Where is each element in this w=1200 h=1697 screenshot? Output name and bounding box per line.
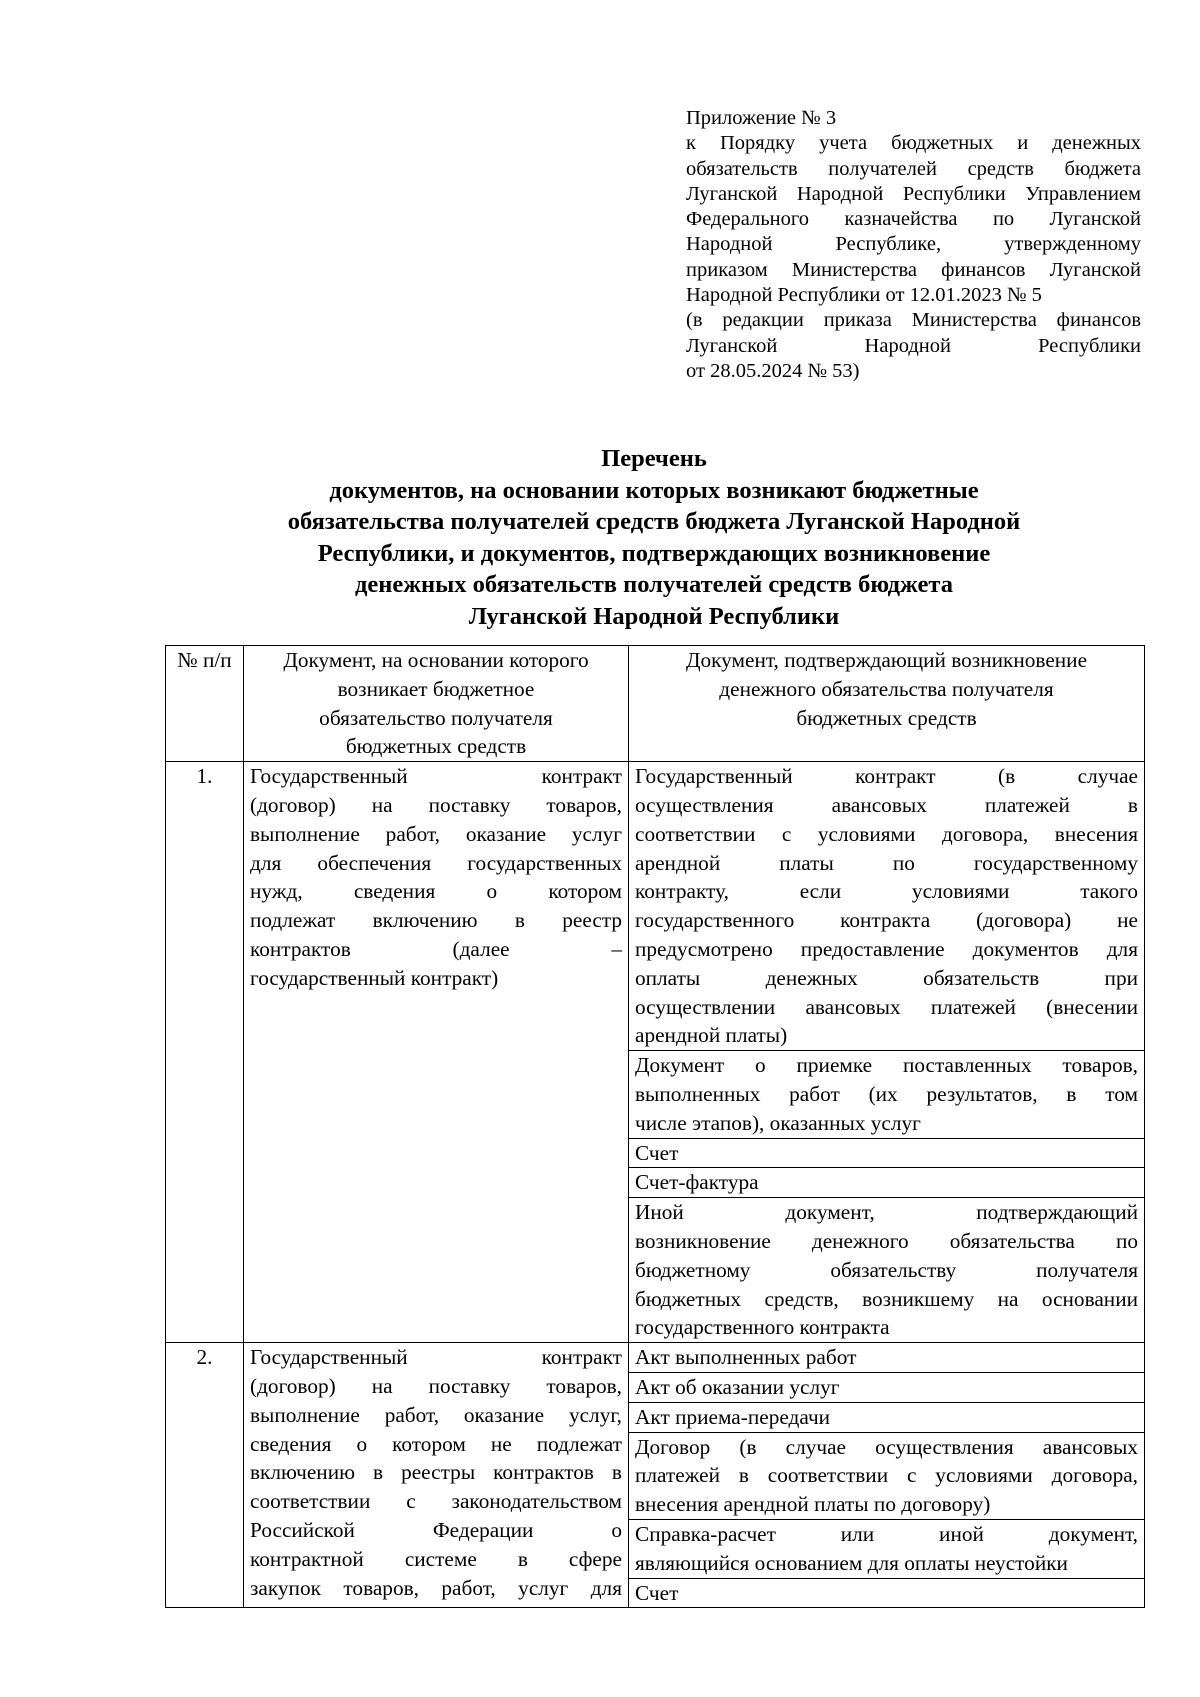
cell-line: платежей в соответствии с условиями договора, [635,1463,1138,1488]
cell-line: Акт приема-передачи [635,1404,831,1429]
cell-line: соответствии с законодательством [250,1489,622,1514]
title-line: обязательства получателей средств бюджета Луганской Народной [287,508,1021,536]
confirming-document-item [629,1403,1144,1433]
cell-line: контракту, если условиями такого [635,879,1138,904]
cell-line: для обеспечения государственных [250,850,622,875]
cell-line: оплаты денежных обязательств при [635,965,1138,990]
appendix-line: к Порядку учета бюджетных и денежных [686,132,1141,155]
cell-line: включению в реестры контрактов в [250,1460,622,1485]
cell-line: Акт выполненных работ [635,1345,857,1370]
cell-line: выполнение работ, оказание услуг, [250,1402,622,1427]
appendix-line: Приложение № 3 [686,107,837,129]
cell-line: арендной платы) [635,1023,788,1048]
cell-line: Счет-фактура [635,1170,759,1195]
header-line: Документ, на основании которого [283,648,589,672]
cell-line: государственного контракта [635,1315,890,1340]
header-number [166,646,244,762]
title-line: денежных обязательств получателей средств бюджета [355,571,953,599]
cell-line: являющийся основанием для оплаты неустойки [635,1550,1068,1575]
appendix-line: Федерального казначейства по Луганской [686,208,1141,231]
cell-line: внесения арендной платы по договору) [635,1492,991,1517]
cell-line: сведения о котором не подлежат [250,1431,622,1456]
header-line: бюджетных средств [345,734,527,759]
basis-document-cell [244,762,629,1343]
appendix-line: Луганской Народной Республики [686,334,1141,357]
cell-line: Иной документ, подтверждающий [635,1200,1138,1225]
cell-line: нужд, сведения о котором [250,879,622,904]
confirming-document-item [629,1168,1144,1198]
cell-line: предусмотрено предоставление документов для [635,936,1138,961]
cell-line: государственный контракт) [250,965,499,990]
cell-line: (договор) на поставку товаров, [250,792,622,817]
title-line: Республики, и документов, подтверждающих возникновение [317,539,991,567]
confirming-document-item [629,1139,1144,1169]
cell-line: Документ о приемке поставленных товаров, [635,1053,1138,1078]
cell-line: контрактов (далее – [250,936,622,961]
cell-line: Государственный контракт [250,764,622,789]
cell-line: возникновение денежного обязательства по [635,1228,1138,1253]
header-line: бюджетных средств [796,705,977,730]
confirming-document-item [629,1198,1144,1342]
basis-document-cell [244,1343,629,1608]
confirming-document-item [629,1433,1144,1520]
cell-line: выполненных работ (их результатов, в том [635,1081,1138,1106]
row-number: 1. [166,762,244,1343]
title-line: Перечень [601,445,707,472]
title-line: Луганской Народной Республики [468,602,840,630]
cell-line: государственного контракта (договора) не [635,908,1138,933]
cell-line: Договор (в случае осуществления авансовых [635,1434,1138,1459]
documents-table [165,645,1145,1608]
cell-line: Государственный контракт (в случае [635,764,1138,789]
cell-line: осуществления авансовых платежей в [635,792,1138,817]
confirming-document-item [629,1373,1144,1403]
confirming-documents-cell [629,1343,1145,1608]
appendix-line: Луганской Народной Республики Управлением [686,182,1141,205]
cell-line: закупок товаров, работ, услуг для [250,1575,622,1600]
appendix-line: Народной Республике, утвержденному [686,233,1141,256]
cell-line: арендной платы по государственному [635,850,1138,875]
table-row [166,1343,1145,1608]
cell-line: контрактной системе в сфере [250,1546,622,1571]
confirming-document-item [629,1051,1144,1138]
table-row [166,762,1145,1343]
header-line: денежного обязательства получателя [719,676,1054,701]
cell-line: Счет [635,1140,679,1165]
confirming-document-item [629,762,1144,1051]
appendix-line: приказом Министерства финансов Луганской [686,258,1141,281]
cell-line: Счет [635,1580,679,1605]
title-line: документов, на основании которых возникают бюджетные [329,476,979,504]
document-title [165,443,1143,633]
cell-line: числе этапов), оказанных услуг [635,1110,921,1135]
confirming-document-item [629,1520,1144,1579]
header-number-label: № п/п [177,648,232,672]
header-confirming-document [629,646,1145,762]
cell-line: соответствии с условиями договора, внесения [635,821,1138,846]
appendix-line: Народной Республики от 12.01.2023 № 5 [686,284,1042,307]
appendix-line: обязательств получателей средств бюджета [686,157,1141,180]
confirming-document-item [629,1579,1144,1608]
cell-line: осуществлении авансовых платежей (внесении [635,994,1138,1019]
appendix-reference [686,106,1141,384]
confirming-document-item [629,1343,1144,1373]
cell-line: выполнение работ, оказание услуг [250,821,622,846]
cell-line: Акт об оказании услуг [635,1374,840,1399]
cell-line: Российской Федерации о [250,1517,622,1542]
header-line: обязательство получателя [319,705,553,730]
cell-line: бюджетному обязательству получателя [635,1257,1138,1282]
cell-line: (договор) на поставку товаров, [250,1373,622,1398]
cell-line: подлежат включению в реестр [250,908,622,933]
header-basis-document [244,646,629,762]
cell-line: Справка-расчет или иной документ, [635,1521,1138,1546]
row-number: 2. [166,1343,244,1608]
appendix-line: (в редакции приказа Министерства финансов [686,309,1141,332]
cell-line: бюджетных средств, возникшему на основании [635,1286,1138,1311]
header-line: возникает бюджетное [337,676,535,701]
appendix-line: от 28.05.2024 № 53) [686,359,860,382]
confirming-documents-cell [629,762,1145,1343]
cell-line: Государственный контракт [250,1345,622,1370]
header-line: Документ, подтверждающий возникновение [685,648,1088,672]
table-header-row [166,646,1145,762]
